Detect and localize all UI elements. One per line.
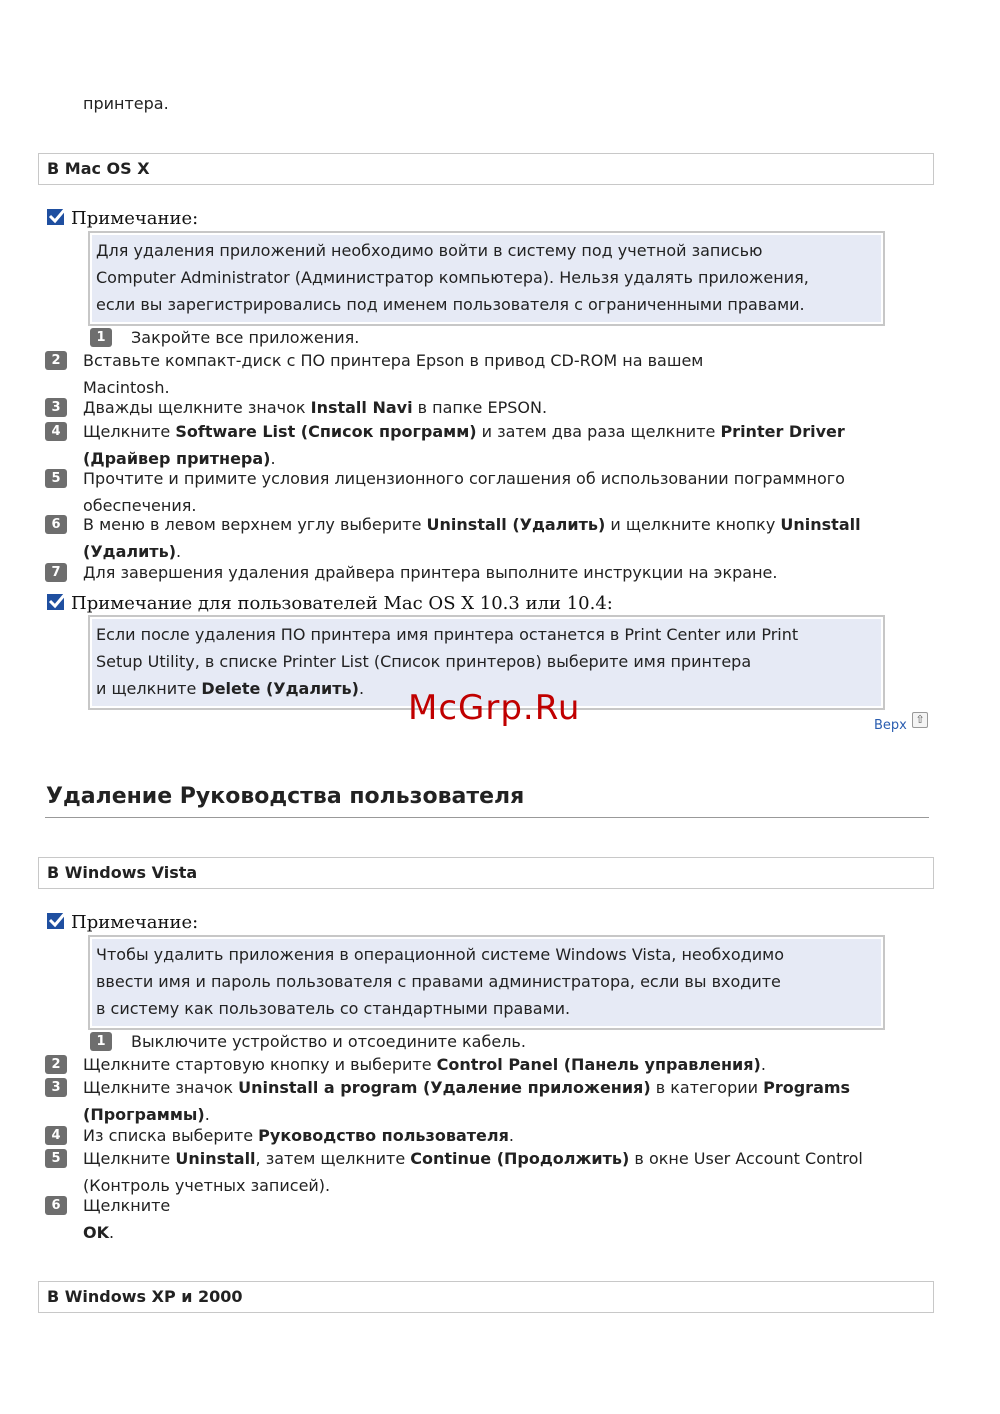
note-line: Если после удаления ПО принтера имя принтера останется в Print Center или Print (96, 625, 799, 644)
section-bar-vista: В Windows Vista (38, 857, 934, 889)
step-item (83, 419, 910, 444)
step-text: . (176, 542, 182, 561)
note-line: ввести имя и пароль пользователя с правами администратора, если вы входите (96, 972, 781, 991)
step-bold-term: Programs (763, 1078, 851, 1097)
step-text: , затем щелкните (255, 1149, 411, 1168)
section-bar-mac: В Mac OS X (38, 153, 934, 185)
note-line: Setup Utility, в списке Printer List (Список принтеров) выберите имя принтера (96, 652, 752, 671)
step-number-badge: 3 (45, 1078, 67, 1097)
step-number-badge: 4 (45, 1126, 67, 1145)
top-link[interactable]: Верх (874, 718, 907, 733)
step-item (83, 1146, 910, 1171)
step-text: . (760, 1055, 766, 1074)
step-item (83, 466, 910, 491)
step-text: В меню в левом верхнем углу выберите (83, 515, 427, 534)
step-bold-term: Uninstall (Удалить) (426, 515, 606, 534)
step-text: Выключите устройство и отсоедините кабель. (131, 1032, 526, 1051)
note-box-mac (88, 231, 885, 326)
step-text: в категории (650, 1078, 764, 1097)
note-line: если вы зарегистрировались под именем пользователя с ограниченными правами. (96, 295, 805, 314)
step-bold-term: (Драйвер притнера) (83, 449, 271, 468)
step-item (131, 1029, 910, 1054)
step-bold-term: Install Navi (310, 398, 413, 417)
step-text: Для завершения удаления драйвера принтера выполните инструкции на экране. (83, 563, 778, 582)
page-heading: Удаление Руководства пользователя (46, 784, 525, 809)
note-line: в систему как пользователь со стандартными правами. (96, 999, 571, 1018)
step-item (83, 1075, 910, 1100)
heading-divider (45, 817, 929, 818)
step-item (83, 560, 910, 585)
step-text: в окне User Account Control (629, 1149, 863, 1168)
step-item (83, 1123, 910, 1148)
step-item-continuation (83, 1220, 910, 1245)
step-bold-term: Uninstall (780, 515, 861, 534)
note-line: Computer Administrator (Администратор компьютера). Нельзя удалять приложения, (96, 268, 809, 287)
step-bold-term: Руководство пользователя (258, 1126, 509, 1145)
step-text: Щелкните (83, 1149, 176, 1168)
step-text: Щелкните стартовую кнопку и выберите (83, 1055, 437, 1074)
intro-tail: принтера. (83, 94, 169, 113)
delete-label: Delete (Удалить) (201, 679, 359, 698)
step-bold-term: Uninstall a program (Удаление приложения) (238, 1078, 651, 1097)
step-number-badge: 6 (45, 515, 67, 534)
step-item-continuation: (Контроль учетных записей). (83, 1176, 331, 1195)
step-bold-term: Uninstall (175, 1149, 256, 1168)
step-number-badge: 4 (45, 422, 67, 441)
step-text: . (270, 449, 276, 468)
section-bar-xp: В Windows XP и 2000 (38, 1281, 934, 1313)
step-item (83, 1052, 910, 1077)
step-number-badge: 7 (45, 563, 67, 582)
step-bold-term: Continue (Продолжить) (410, 1149, 630, 1168)
note-line: и щелкните Delete (Удалить). (96, 679, 365, 698)
note-label-vista: Примечание: (46, 911, 198, 935)
step-text: Щелкните значок (83, 1078, 239, 1097)
step-number-badge: 1 (90, 1032, 112, 1051)
step-text: и затем два раза щелкните (476, 422, 721, 441)
step-text: Щелкните (83, 1196, 171, 1215)
step-text: Прочтите и примите условия лицензионного соглашения об использовании пограммного (83, 469, 845, 488)
step-text: . (109, 1223, 115, 1242)
step-text: Дважды щелкните значок (83, 398, 311, 417)
step-bold-term: Control Panel (Панель управления) (436, 1055, 761, 1074)
step-item (83, 395, 910, 420)
step-item-continuation: обеспечения. (83, 496, 197, 515)
note-check-icon (46, 911, 68, 931)
step-bold-term: (Программы) (83, 1105, 205, 1124)
note-line: Для удаления приложений необходимо войти в систему под учетной записью (96, 241, 763, 260)
step-text: . (508, 1126, 514, 1145)
step-bold-term: (Удалить) (83, 542, 176, 561)
note-box-vista (88, 935, 885, 1030)
step-text: Вставьте компакт-диск с ПО принтера Epson в привод CD-ROM на вашем (83, 351, 704, 370)
step-bold-term: Software List (Список программ) (175, 422, 477, 441)
note-label-mac: Примечание: (46, 207, 198, 231)
note-line: Чтобы удалить приложения в операционной системе Windows Vista, необходимо (96, 945, 784, 964)
step-number-badge: 2 (45, 1055, 67, 1074)
step-item-continuation: Macintosh. (83, 378, 170, 397)
step-number-badge: 3 (45, 398, 67, 417)
step-number-badge: 5 (45, 469, 67, 488)
step-number-badge: 6 (45, 1196, 67, 1215)
step-number-badge: 5 (45, 1149, 67, 1168)
arrow-up-icon[interactable]: ⇧ (912, 712, 928, 728)
note-check-icon (46, 207, 68, 227)
step-item (131, 325, 910, 350)
step-item (83, 512, 910, 537)
step-bold-term: Printer Driver (720, 422, 845, 441)
step-bold-term: OK (83, 1223, 109, 1242)
step-item (83, 1193, 910, 1218)
note-check-icon (46, 592, 68, 612)
step-text: . (204, 1105, 210, 1124)
step-number-badge: 2 (45, 351, 67, 370)
watermark: McGrp.Ru (408, 688, 581, 728)
step-text: Щелкните (83, 422, 176, 441)
step-item (83, 348, 910, 373)
note-label-mac-2: Примечание для пользователей Mac OS X 10.3 или 10.4: (46, 592, 613, 616)
step-text: и щелкните кнопку (605, 515, 781, 534)
step-number-badge: 1 (90, 328, 112, 347)
step-text: Из списка выберите (83, 1126, 259, 1145)
step-text: в папке EPSON. (412, 398, 548, 417)
step-text: Закройте все приложения. (131, 328, 360, 347)
